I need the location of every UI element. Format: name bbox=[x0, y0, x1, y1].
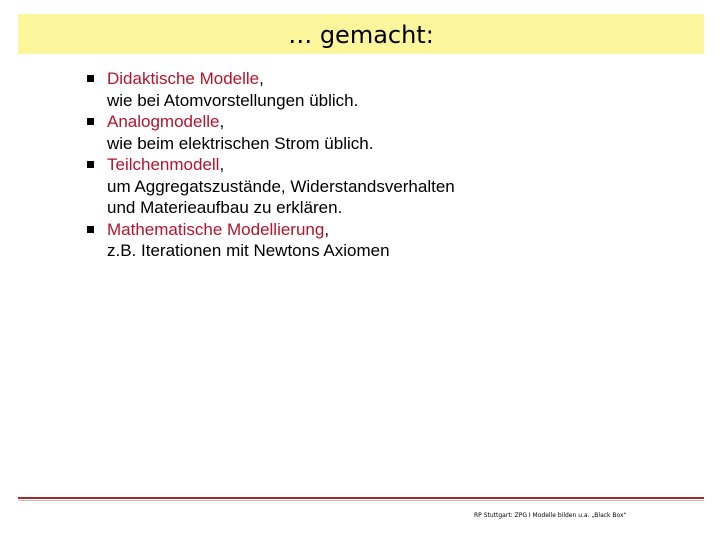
bullet-item-analogmodelle bbox=[87, 111, 687, 154]
bullet-term: Teilchenmodell bbox=[107, 155, 220, 174]
square-bullet-icon bbox=[87, 75, 94, 82]
bullet-item-teilchenmodell bbox=[87, 154, 687, 219]
bullet-list bbox=[87, 68, 687, 262]
bullet-first-line bbox=[107, 68, 687, 90]
bullet-description-line: z.B. Iterationen mit Newtons Axiomen bbox=[107, 241, 390, 260]
bullet-description-line: wie beim elektrischen Strom üblich. bbox=[107, 133, 374, 153]
square-bullet-icon bbox=[87, 118, 94, 125]
bullet-term-suffix: , bbox=[324, 219, 330, 239]
slide-title: … gemacht: bbox=[288, 21, 434, 49]
square-bullet-icon bbox=[87, 161, 94, 168]
title-bar bbox=[18, 14, 704, 54]
bullet-first-line bbox=[107, 154, 687, 176]
bullet-term-suffix: , bbox=[219, 155, 225, 174]
bullet-first-line bbox=[107, 111, 687, 133]
bullet-first-line bbox=[107, 219, 687, 241]
footer-divider bbox=[18, 497, 704, 499]
footer-text: RP Stuttgart: ZPG I Modelle bilden u.a. „Black Box“ bbox=[474, 512, 627, 519]
bullet-term: Mathematische Modellierung bbox=[107, 219, 325, 239]
square-bullet-icon bbox=[87, 226, 94, 233]
bullet-term: Didaktische Modelle bbox=[107, 69, 260, 88]
bullet-item-didaktische-modelle bbox=[87, 68, 687, 111]
bullet-term-suffix: , bbox=[259, 69, 264, 88]
bullet-item-mathematische-modellierung bbox=[87, 219, 687, 262]
bullet-term-suffix: , bbox=[219, 112, 225, 131]
footer-divider-shadow bbox=[18, 500, 704, 501]
bullet-term: Analogmodelle bbox=[107, 112, 220, 131]
bullet-description-line: und Materieaufbau zu erklären. bbox=[107, 198, 343, 217]
bullet-description-line: um Aggregatszustände, Widerstandsverhalten bbox=[107, 176, 455, 196]
bullet-description-line: wie bei Atomvorstellungen üblich. bbox=[107, 90, 359, 110]
